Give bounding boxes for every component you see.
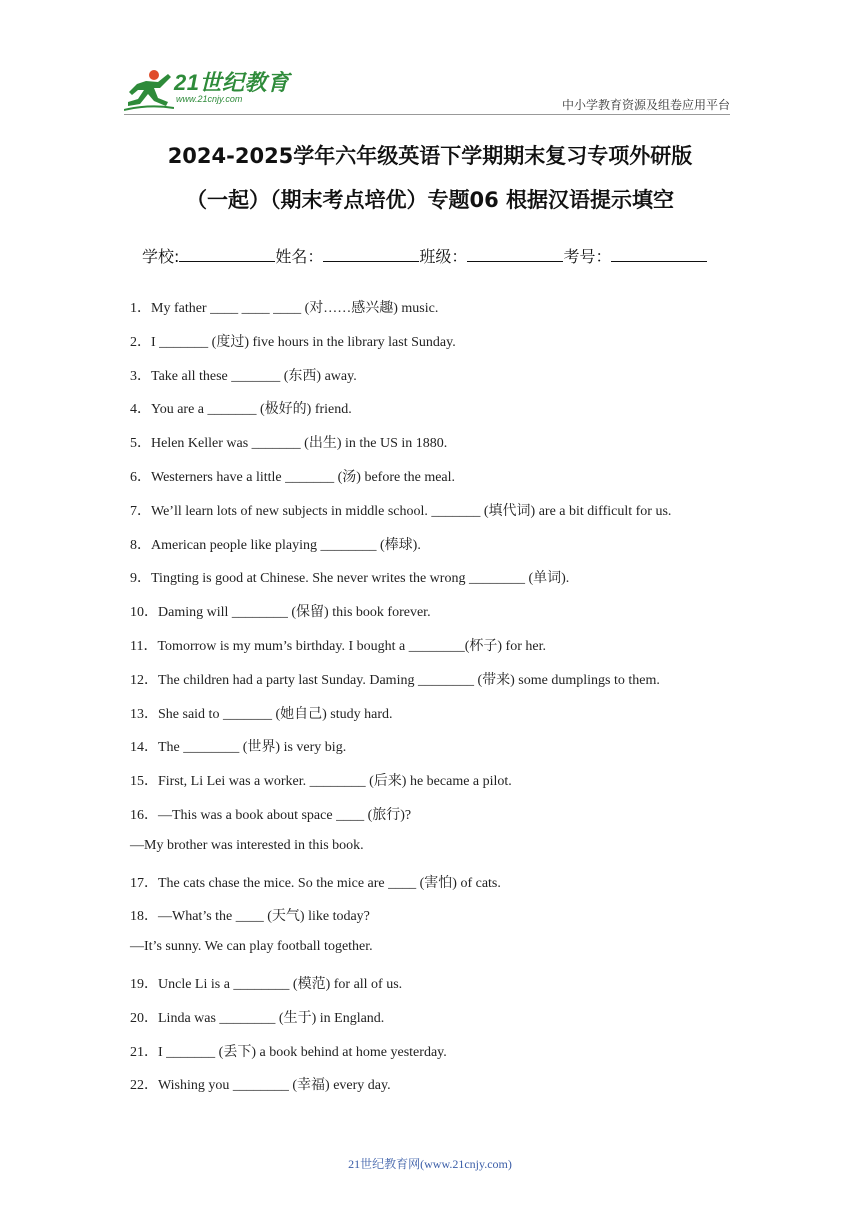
class-blank[interactable] [467, 247, 563, 262]
question-22: 22．Wishing you ________ (幸福) every day. [130, 1078, 391, 1093]
question-18-answer-line: —It’s sunny. We can play football together. [130, 939, 373, 954]
logo [124, 68, 294, 114]
question-4: 4．You are a _______ (极好的) friend. [130, 402, 352, 417]
logo-url: www.21cnjy.com [176, 94, 243, 104]
number-label: 考号： [563, 247, 612, 266]
question-6: 6．Westerners have a little _______ (汤) before the meal. [130, 470, 456, 485]
question-3: 3．Take all these _______ (东西) away. [130, 369, 357, 384]
question-2: 2．I _______ (度过) five hours in the library last Sunday. [130, 335, 456, 350]
number-blank[interactable] [611, 247, 707, 262]
logo-text: 21世纪教育 [174, 70, 290, 95]
document-title-line2: （一起）（期末考点培优）专题06 根据汉语提示填空 [185, 188, 675, 212]
question-17: 17．The cats chase the mice. So the mice are ____ (害怕) of cats. [130, 876, 501, 891]
question-9: 9．Tingting is good at Chinese. She never writes the wrong ________ (单词). [130, 571, 570, 586]
running-man-logo-icon [124, 68, 174, 114]
question-5: 5．Helen Keller was _______ (出生) in the US in 1880. [130, 436, 448, 451]
question-10: 10．Daming will ________ (保留) this book forever. [130, 605, 431, 620]
question-16: 16．—This was a book about space ____ (旅行)? [130, 808, 412, 823]
header-tagline: 中小学教育资源及组卷应用平台 [561, 98, 730, 112]
question-14: 14．The ________ (世界) is very big. [130, 740, 347, 755]
question-15: 15．First, Li Lei was a worker. ________ (后来) he became a pilot. [130, 774, 512, 789]
question-7: 7．We’ll learn lots of new subjects in middle school. _______ (填代词) are a bit difficult for us. [130, 504, 672, 519]
school-label: 学校: [142, 247, 180, 266]
question-19: 19．Uncle Li is a ________ (模范) for all of us. [130, 977, 403, 992]
name-blank[interactable] [323, 247, 419, 262]
page-header [0, 0, 860, 125]
question-16-answer-line: —My brother was interested in this book. [130, 838, 364, 853]
document-title-line1: 2024-2025学年六年级英语下学期期末复习专项外研版 [167, 144, 693, 168]
class-label: 班级： [419, 247, 468, 266]
question-11: 11．Tomorrow is my mum’s birthday. I bought a ________(杯子) for her. [130, 639, 546, 654]
question-1: 1．My father ____ ____ ____ (对……感兴趣) music. [130, 301, 439, 316]
name-label: 姓名： [275, 247, 324, 266]
page-footer[interactable]: 21世纪教育网(www.21cnjy.com) [348, 1157, 512, 1171]
question-13: 13．She said to _______ (她自己) study hard. [130, 707, 393, 722]
school-blank[interactable] [179, 247, 275, 262]
question-8: 8．American people like playing ________ (棒球). [130, 538, 421, 553]
student-info-row [142, 244, 707, 267]
header-divider [124, 114, 730, 115]
question-20: 20．Linda was ________ (生于) in England. [130, 1011, 385, 1026]
question-21: 21．I _______ (丢下) a book behind at home yesterday. [130, 1045, 447, 1060]
question-18: 18．—What’s the ____ (天气) like today? [130, 909, 370, 924]
question-12: 12．The children had a party last Sunday. Daming ________ (带来) some dumplings to them. [130, 673, 660, 688]
